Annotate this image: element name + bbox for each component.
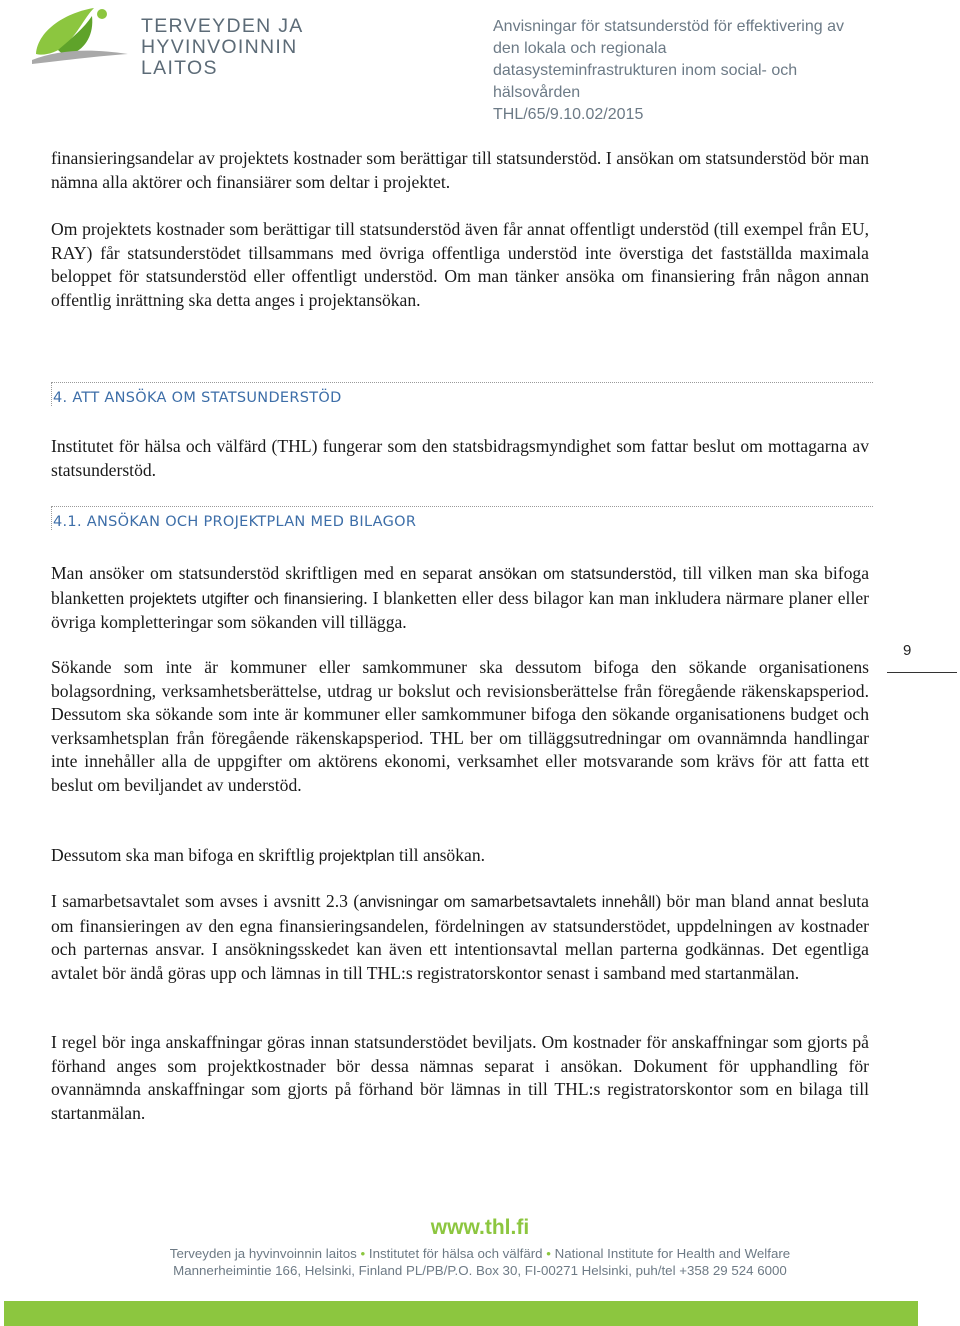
text-run: till ansökan.: [394, 845, 486, 865]
footer-green-bar: [4, 1301, 918, 1326]
footer-org-sv: Institutet för hälsa och välfärd: [368, 1246, 543, 1261]
paragraph-thl-authority: Institutet för hälsa och välfärd (THL) fungerar som den statsbidragsmyndighet som fattar beslut om mottagarna av statsunderstöd.: [51, 436, 869, 480]
page-number-rule: [887, 672, 957, 673]
text-run: I samarbetsavtalet som avses i avsnitt 2.3 (: [51, 891, 360, 911]
section-heading-4-1: 4.1. ANSÖKAN OCH PROJEKTPLAN MED BILAGOR: [51, 506, 873, 530]
footer-org-names: [0, 1246, 960, 1261]
footer-separator: •: [546, 1246, 551, 1261]
text-run: , till vilken man ska bifoga blanketten: [51, 563, 870, 608]
footer-address: Mannerheimintie 166, Helsinki, Finland PL/PB/P.O. Box 30, FI-00271 Helsinki, puh/tel +358 29 524 6000: [173, 1263, 787, 1278]
project-plan-link[interactable]: projektplan: [318, 848, 395, 865]
org-name-line1: TERVEYDEN JA: [141, 15, 304, 37]
footer-website-link[interactable]: www.thl.fi: [430, 1216, 530, 1239]
footer-org-en: National Institute for Health and Welfare: [554, 1246, 791, 1261]
section-heading-4: 4. ATT ANSÖKA OM STATSUNDERSTÖD: [51, 382, 873, 406]
org-name-line2: HYVINVOINNIN LAITOS: [141, 36, 298, 79]
doc-reference: THL/65/9.10.02/2015: [493, 106, 644, 123]
doc-title-line: datasysteminfrastrukturen inom social- och: [493, 62, 798, 79]
doc-title-line: den lokala och regionala: [493, 40, 667, 57]
text-run: Man ansöker om statsunderstöd skriftligen med en separat: [51, 563, 479, 583]
text-run: ) bör man bland annat besluta om finansieringen av den egna finansieringsandelen, fördelningen av statsunderstödet, uppdelningen av kostnader och parternas ansvar. I ansökningsskedet kan även ett intentionsavtal mellan parterna godkännas. Det egentliga avtalet bör ändå göras upp och lämnas in till THL:s registratorskontor senast i samband med startanmälan.: [51, 891, 869, 983]
paragraph-other-support: Om projektets kostnader som berättigar till statsunderstöd även får annat offentligt understöd (till exempel från EU, RAY) får statsunderstödet tillsammans med övriga offentliga understöd inte överstiga det fastställda maximala beloppet för statsunderstöd eller offentligt understöd. Om man tänker ansöka om finansiering från någon annan offentlig inrättning ska detta anges i projektansökan.: [51, 219, 869, 310]
paragraph-procurement: I regel bör inga anskaffningar göras innan statsunderstödet beviljats. Om kostnader för anskaffningar som gjorts på förhand anges som projektkostnader bör dessa nämnas separat i ansökan. Dokument för upphandling för ovannämnda anskaffningar som gjorts på förhand bör lämnas in till THL:s registratorskontor som en bilaga till startanmälan.: [51, 1032, 869, 1123]
doc-title-line: Anvisningar för statsunderstöd för effektivering av: [493, 18, 844, 35]
footer-separator: •: [360, 1246, 366, 1261]
application-form-link[interactable]: ansökan om statsunderstöd: [478, 566, 673, 583]
agreement-instructions-link[interactable]: anvisningar om samarbetsavtalets innehåll: [359, 894, 656, 911]
doc-header-title: [493, 16, 913, 126]
thl-logo: [28, 4, 368, 79]
footer-org-fi: Terveyden ja hyvinvoinnin laitos: [169, 1246, 357, 1261]
paragraph-project-plan: [51, 844, 869, 869]
text-run: . I blanketten eller dess bilagor kan man inkludera närmare planer eller övriga kompletteringar som sökanden vill tillägga.: [51, 587, 869, 632]
page-number-value: 9: [903, 642, 912, 659]
expenses-form-link[interactable]: projektets utgifter och finansiering: [129, 590, 364, 608]
leaf-logo-icon: [28, 4, 138, 66]
doc-title-line: hälsovården: [493, 84, 581, 101]
paragraph-cooperation-agreement: [51, 890, 869, 985]
paragraph-applicants: Sökande som inte är kommuner eller samkommuner ska dessutom bifoga den sökande organisationens bolagsordning, verksamhetsberättelse, utdrag ur bokslut och revisionsberättelse från föregående räkenskapsperiod. Dessutom ska sökande som inte är kommuner eller samkommuner bifoga den sökande organisationens budget och verksamhetsplan från föregående räkenskapsperiod. THL ber om tilläggsutredningar om ovannämnda handlingar inte innehåller alla de uppgifter om aktörens ekonomi, verksamhet eller motsvarande som krävs för att fatta ett beslut om beviljandet av understöd.: [51, 657, 869, 795]
paragraph-application: [51, 562, 869, 635]
org-name: [141, 16, 368, 79]
text-run: Dessutom ska man bifoga en skriftlig: [51, 845, 319, 865]
paragraph-financing: finansieringsandelar av projektets kostnader som berättigar till statsunderstöd. I ansökan om statsunderstöd bör man nämna alla aktörer och finansiärer som deltar i projektet.: [51, 148, 869, 192]
